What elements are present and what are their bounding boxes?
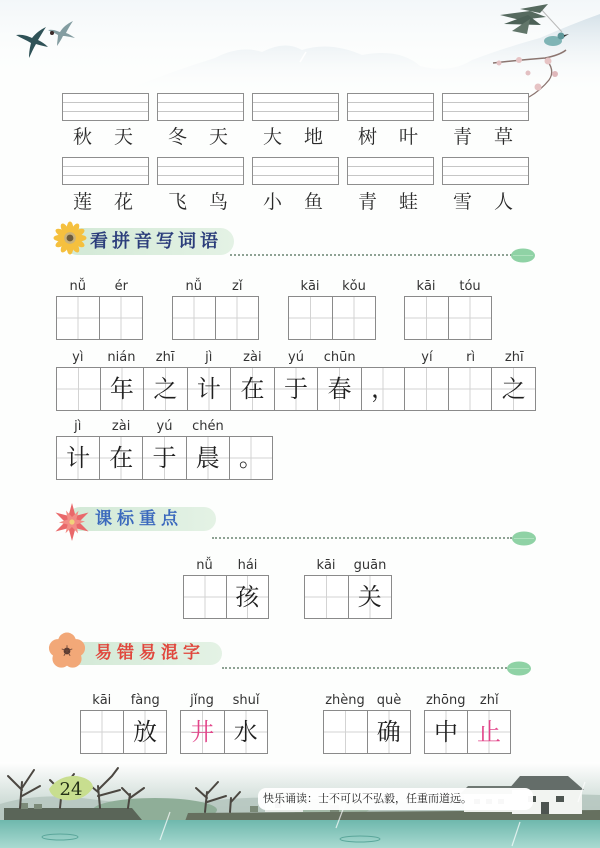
pinyin-label: nián bbox=[107, 350, 136, 365]
word-group bbox=[404, 277, 492, 340]
writing-cell: 于 bbox=[274, 368, 318, 410]
word-label bbox=[157, 190, 244, 214]
pinyin-writing-box bbox=[62, 157, 149, 185]
pinyin-label: yí bbox=[421, 350, 433, 365]
pinyin-label: zǐ bbox=[232, 279, 243, 294]
writing-cell bbox=[81, 711, 123, 753]
word-label bbox=[62, 190, 149, 214]
punctuation-cell: 。 bbox=[229, 437, 272, 479]
word-char: 鸟 bbox=[208, 191, 228, 213]
word-label bbox=[347, 125, 434, 149]
writing-cell bbox=[99, 297, 142, 339]
pinyin-row bbox=[180, 691, 268, 710]
word-group bbox=[180, 691, 268, 754]
writing-cell bbox=[184, 576, 226, 618]
writing-cell: 之 bbox=[491, 368, 535, 410]
pinyin-row bbox=[172, 277, 259, 296]
sentence-line-2 bbox=[56, 417, 273, 480]
leaf-icon bbox=[506, 661, 532, 676]
pinyin-label: guān bbox=[353, 558, 387, 573]
word-char: 地 bbox=[303, 126, 323, 148]
writing-cell bbox=[324, 711, 367, 753]
word-char: 大 bbox=[262, 126, 282, 148]
writing-cell: 晨 bbox=[186, 437, 229, 479]
writing-cell: 在 bbox=[230, 368, 274, 410]
pinyin-label: kāi bbox=[300, 279, 320, 294]
pinyin-row bbox=[424, 691, 511, 710]
section-title: 易错易混字 bbox=[66, 642, 222, 665]
pinyin-label: fàng bbox=[130, 693, 160, 708]
word-char: 冬 bbox=[167, 126, 187, 148]
word-char: 花 bbox=[113, 191, 133, 213]
pinyin-row bbox=[304, 556, 392, 575]
pinyin-row bbox=[80, 691, 167, 710]
word-group bbox=[56, 277, 143, 340]
pinyin-row bbox=[56, 417, 273, 436]
pinyin-label: zài bbox=[111, 419, 131, 434]
pinyin-label: shuǐ bbox=[232, 693, 260, 708]
writing-cell bbox=[289, 297, 332, 339]
pinyin-writing-box bbox=[347, 93, 434, 121]
writing-cell bbox=[57, 368, 100, 410]
pinyin-writing-box bbox=[442, 93, 529, 121]
word-char: 莲 bbox=[72, 191, 92, 213]
reading-text: 士不可以不弘毅，任重而道远。 bbox=[318, 792, 472, 805]
peach-blossom-icon bbox=[48, 632, 86, 670]
highlighted-char-cell: 井 bbox=[181, 711, 224, 753]
writing-cell bbox=[57, 297, 99, 339]
writing-cell: 计 bbox=[187, 368, 231, 410]
writing-cell bbox=[215, 297, 258, 339]
section-divider bbox=[212, 537, 512, 539]
leaf-icon bbox=[511, 531, 537, 546]
pinyin-label: kāi bbox=[416, 279, 436, 294]
section-divider bbox=[230, 254, 512, 256]
pinyin-writing-box bbox=[157, 157, 244, 185]
pinyin-label: kāi bbox=[316, 558, 336, 573]
pinyin-row bbox=[404, 277, 492, 296]
pinyin-row bbox=[323, 691, 411, 710]
word-char: 鱼 bbox=[303, 191, 323, 213]
writing-cell bbox=[332, 297, 376, 339]
reading-label: 快乐诵读： bbox=[263, 792, 318, 805]
pinyin-writing-box bbox=[442, 157, 529, 185]
word-char: 秋 bbox=[72, 126, 92, 148]
writing-cell bbox=[305, 576, 348, 618]
word-label bbox=[157, 125, 244, 149]
tianzige-grid bbox=[80, 710, 167, 754]
word-label bbox=[62, 125, 149, 149]
pinyin-writing-box bbox=[252, 93, 339, 121]
tianzige-grid bbox=[56, 296, 143, 340]
punctuation-cell: ， bbox=[361, 368, 405, 410]
word-char: 天 bbox=[113, 126, 133, 148]
pinyin-label: zài bbox=[243, 350, 262, 365]
tianzige-grid bbox=[424, 710, 511, 754]
writing-cell bbox=[448, 368, 492, 410]
river-water bbox=[0, 820, 600, 848]
word-char: 青 bbox=[357, 191, 377, 213]
word-label bbox=[252, 125, 339, 149]
word-char: 草 bbox=[493, 126, 513, 148]
pinyin-row bbox=[288, 277, 376, 296]
word-char: 飞 bbox=[167, 191, 187, 213]
pinyin-label: yì bbox=[72, 350, 84, 365]
word-char: 人 bbox=[493, 191, 513, 213]
pinyin-label: nǚ bbox=[185, 279, 202, 294]
section-title: 看拼音写词语 bbox=[64, 228, 234, 255]
pinyin-label: zhèng bbox=[325, 693, 365, 708]
pinyin-label: zhī bbox=[504, 350, 524, 365]
tianzige-grid bbox=[183, 575, 269, 619]
word-char: 叶 bbox=[398, 126, 418, 148]
word-char: 小 bbox=[262, 191, 282, 213]
page-number-badge bbox=[47, 774, 95, 802]
pinyin-label: zhī bbox=[155, 350, 175, 365]
tianzige-grid bbox=[56, 367, 536, 411]
pinyin-writing-box bbox=[62, 93, 149, 121]
word-group bbox=[323, 691, 411, 754]
poinsettia-icon bbox=[51, 500, 93, 544]
writing-cell bbox=[404, 368, 448, 410]
writing-cell: 确 bbox=[367, 711, 411, 753]
tianzige-grid bbox=[304, 575, 392, 619]
word-char: 蛙 bbox=[398, 191, 418, 213]
highlighted-char-cell: 止 bbox=[467, 711, 510, 753]
page-number: 24 bbox=[59, 779, 83, 800]
section-divider bbox=[222, 667, 507, 669]
pinyin-label: nǚ bbox=[196, 558, 213, 573]
word-label bbox=[347, 190, 434, 214]
tianzige-grid bbox=[172, 296, 259, 340]
section-title: 课标重点 bbox=[68, 507, 216, 531]
word-label bbox=[442, 125, 529, 149]
pinyin-label: yú bbox=[156, 419, 173, 434]
pinyin-label: rì bbox=[466, 350, 476, 365]
word-group bbox=[183, 556, 269, 619]
tianzige-grid bbox=[180, 710, 268, 754]
tianzige-grid bbox=[288, 296, 376, 340]
pinyin-writing-box bbox=[157, 93, 244, 121]
writing-cell: 计 bbox=[57, 437, 99, 479]
pinyin-label: yú bbox=[288, 350, 304, 365]
pinyin-row bbox=[183, 556, 269, 575]
writing-cell: 放 bbox=[123, 711, 166, 753]
pinyin-label: chén bbox=[192, 419, 224, 434]
pinyin-label: tóu bbox=[459, 279, 481, 294]
word-char: 天 bbox=[208, 126, 228, 148]
pinyin-label: nǚ bbox=[69, 279, 86, 294]
word-label bbox=[442, 190, 529, 214]
pinyin-row bbox=[56, 277, 143, 296]
writing-cell: 孩 bbox=[226, 576, 269, 618]
writing-cell bbox=[405, 297, 448, 339]
pinyin-label: què bbox=[376, 693, 402, 708]
pinyin-label: zhōng bbox=[425, 693, 466, 708]
pinyin-label: jì bbox=[205, 350, 213, 365]
happy-reading-box bbox=[258, 788, 533, 810]
word-group bbox=[288, 277, 376, 340]
pinyin-writing-box bbox=[252, 157, 339, 185]
pinyin-label: ér bbox=[114, 279, 128, 294]
writing-cell: 在 bbox=[99, 437, 142, 479]
leaf-icon bbox=[510, 248, 536, 263]
tianzige-grid bbox=[56, 436, 273, 480]
writing-cell: 于 bbox=[142, 437, 185, 479]
sentence-line-1 bbox=[56, 348, 536, 411]
pinyin-label: jǐng bbox=[190, 693, 214, 708]
pinyin-label: chūn bbox=[323, 350, 356, 365]
tianzige-grid bbox=[323, 710, 411, 754]
word-group bbox=[172, 277, 259, 340]
writing-cell: 之 bbox=[143, 368, 187, 410]
word-char: 青 bbox=[452, 126, 472, 148]
word-group bbox=[424, 691, 511, 754]
word-char: 雪 bbox=[452, 191, 472, 213]
pinyin-label: kāi bbox=[92, 693, 112, 708]
pinyin-label: kǒu bbox=[342, 279, 366, 294]
word-char: 树 bbox=[357, 126, 377, 148]
sunflower-icon bbox=[53, 221, 87, 255]
writing-cell: 水 bbox=[224, 711, 268, 753]
writing-cell: 年 bbox=[100, 368, 144, 410]
pinyin-row bbox=[56, 348, 536, 367]
pinyin-writing-box bbox=[347, 157, 434, 185]
word-label bbox=[252, 190, 339, 214]
tianzige-grid bbox=[404, 296, 492, 340]
writing-cell bbox=[173, 297, 215, 339]
pinyin-label: hái bbox=[237, 558, 258, 573]
pinyin-label: jì bbox=[74, 419, 82, 434]
pinyin-label: zhǐ bbox=[479, 693, 499, 708]
word-group bbox=[304, 556, 392, 619]
writing-cell: 中 bbox=[425, 711, 467, 753]
writing-cell bbox=[448, 297, 492, 339]
word-group bbox=[80, 691, 167, 754]
writing-cell: 关 bbox=[348, 576, 392, 618]
writing-cell: 春 bbox=[317, 368, 361, 410]
